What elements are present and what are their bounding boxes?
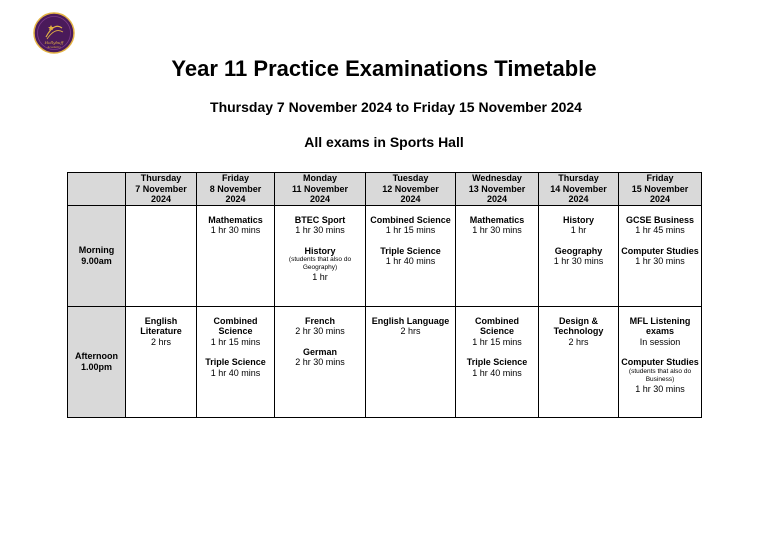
day-header-date: 13 November [468,183,526,194]
exam-subject: Mathematics [469,214,525,225]
exam-duration: 1 hr 30 mins [553,256,604,266]
exam-subject: GCSE Business [625,214,695,225]
exam-entry [198,215,273,236]
exam-duration: 2 hrs [400,326,421,336]
day-header-year: 2024 [150,194,172,204]
academy-logo [33,12,75,54]
session-label [68,306,126,417]
day-header-day: Monday [302,173,337,183]
exam-duration: 1 hr 40 mins [210,367,261,378]
exam-duration: 1 hr 30 mins [635,256,685,266]
exam-duration: In session [639,336,681,347]
session-name: Afternoon [75,351,118,361]
exam-subject: German [302,346,337,357]
exam-entry [198,316,273,348]
exam-subject: MFL Listening exams [629,315,691,336]
exam-entry [367,215,454,236]
exam-cell [456,306,539,417]
page-title: Year 11 Practice Examinations Timetable [171,56,597,81]
exam-duration: 1 hr [570,225,587,235]
exam-subject: Computer Studies [621,245,699,256]
exam-entry [276,347,364,368]
exam-duration: 1 hr 15 mins [385,225,436,235]
exam-entry [620,357,700,394]
exam-cell [539,306,619,417]
day-header-date: 11 November [291,183,349,194]
exam-entry [457,357,537,378]
exam-subject: History [304,245,336,256]
day-header [126,173,197,206]
day-header-year: 2024 [400,194,421,204]
day-header [619,173,702,206]
exam-entry [276,215,364,236]
svg-text:Academy: Academy [47,45,61,49]
corner-cell [68,173,126,206]
exam-entry [276,316,364,337]
session-label [68,205,126,306]
exam-subject: BTEC Sport [294,214,346,225]
day-header-day: Thursday [140,173,182,183]
exam-duration: 2 hr 30 mins [295,326,345,336]
exam-entry [367,316,454,337]
exam-subject: English Language [371,315,450,326]
exam-duration: 1 hr 30 mins [295,225,345,235]
exam-subject: English Literature [140,315,182,336]
exam-duration: 2 hrs [150,336,171,347]
exam-subject: Combined Science [370,214,451,225]
day-header [197,173,275,206]
exam-cell [126,306,197,417]
exam-cell [197,205,275,306]
exam-subject: Mathematics [208,214,263,225]
day-header-date: 15 November [631,183,689,194]
exam-note: (students that also do Business) [628,367,692,383]
exam-cell [126,205,197,306]
date-range: Thursday 7 November 2024 to Friday 15 November 2024 [210,99,582,115]
exam-cell [539,205,619,306]
exam-note: (students that also do Geography) [288,256,352,271]
exam-duration: 1 hr 40 mins [385,256,436,266]
exam-subject: Computer Studies [621,357,699,367]
day-header-year: 2024 [309,194,331,204]
day-header-day: Tuesday [392,173,429,183]
day-header-year: 2024 [568,194,589,204]
day-header-year: 2024 [486,194,508,204]
exam-entry [540,246,617,267]
exam-cell [619,205,702,306]
exam-entry [127,316,195,348]
day-header-day: Friday [646,173,674,183]
timetable-row-afternoon [68,306,702,417]
exam-entry [198,357,273,378]
exam-cell [366,205,456,306]
timetable-row-morning [68,205,702,306]
exam-subject: Triple Science [380,245,441,256]
exam-duration: 1 hr 45 mins [635,225,685,235]
day-header [456,173,539,206]
exam-subject: Design & Technology [553,315,604,336]
exam-cell [275,306,366,417]
exam-duration: 2 hr 30 mins [295,357,345,367]
day-header [275,173,366,206]
exam-duration: 1 hr 30 mins [635,383,685,394]
exam-subject: Combined Science [475,315,519,336]
exam-duration: 1 hr 15 mins [210,336,261,347]
timetable [67,172,702,418]
exam-duration: 1 hr [312,272,328,282]
exam-entry [276,246,364,283]
day-header-date: 7 November [135,183,187,194]
exam-cell [197,306,275,417]
exam-subject: French [304,315,335,326]
day-header-year: 2024 [225,194,246,204]
day-header [539,173,619,206]
exam-entry [457,215,537,236]
exam-entry [620,215,700,236]
exam-entry [620,316,700,348]
day-header-date: 14 November [550,183,607,194]
exam-entry [367,246,454,267]
exam-duration: 1 hr 30 mins [210,225,261,235]
header-row [68,173,702,206]
exam-entry [457,316,537,348]
session-time: 9.00am [81,255,112,266]
session-name: Morning [78,245,115,255]
exam-subject: Geography [554,245,603,256]
exam-entry [620,246,700,267]
exam-cell [619,306,702,417]
day-header-day: Wednesday [472,173,522,183]
exam-location: All exams in Sports Hall [304,134,464,150]
exam-subject: Combined Science [213,315,258,336]
day-header [366,173,456,206]
exam-cell [275,205,366,306]
exam-duration: 1 hr 30 mins [472,225,522,235]
svg-text:Hollybuff: Hollybuff [44,40,64,45]
exam-cell [366,306,456,417]
day-header-date: 12 November [382,183,439,194]
day-header-date: 8 November [209,183,262,194]
day-header-day: Friday [221,173,249,183]
day-header-day: Thursday [558,173,599,183]
exam-subject: Triple Science [466,357,528,367]
exam-entry [540,316,617,348]
session-time: 1.00pm [80,361,113,372]
exam-duration: 1 hr 40 mins [472,367,522,378]
exam-duration: 1 hr 15 mins [472,336,522,347]
exam-duration: 2 hrs [568,336,589,347]
exam-subject: History [562,214,594,225]
day-header-year: 2024 [649,194,671,204]
exam-subject: Triple Science [205,357,266,367]
exam-entry [540,215,617,236]
exam-cell [456,205,539,306]
